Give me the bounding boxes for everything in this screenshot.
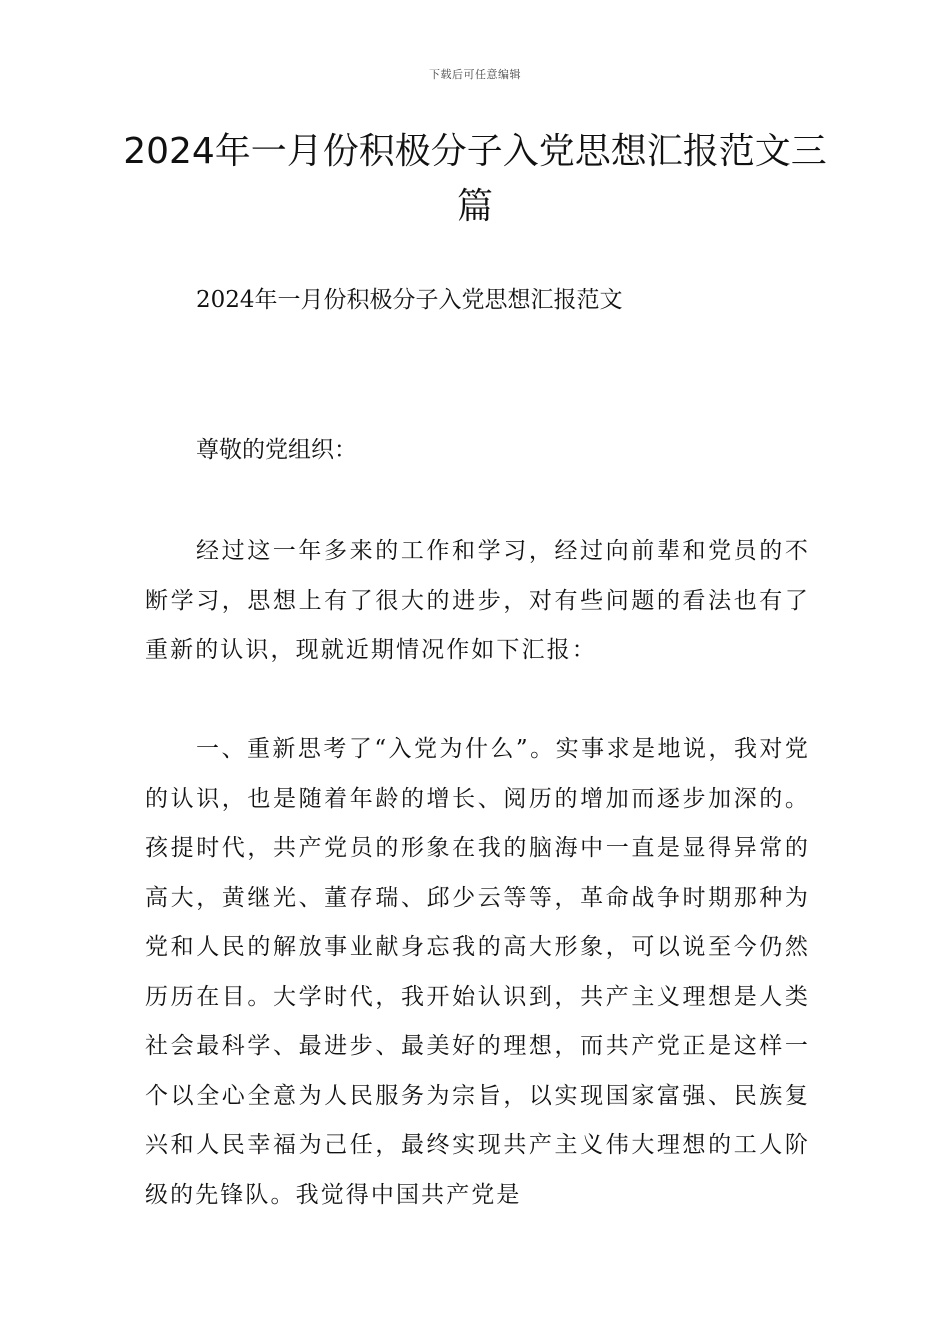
document-subtitle: 2024年一月份积极分子入党思想汇报范文 (196, 287, 623, 313)
document-title: 2024年一月份积极分子入党思想汇报范文三篇 (123, 131, 827, 227)
body-paragraph: 一、重新思考了“入党为什么”。实事求是地说，我对党的认识，也是随着年龄的增长、阅历的增加而逐步加深的。孩提时代，共产党员的形象在我的脑海中一直是显得异常的高大，黄继光、董存瑞、邱少云等等，革命战争时期那种为党和人民的解放事业献身忘我的高大形象，可以说至今仍然历历在目。大学时代，我开始认识到，共产主义理想是人类社会最科学、最进步、最美好的理想，而共产党正是这样一个以全心全意为人民服务为宗旨，以实现国家富强、民族复兴和人民幸福为己任，最终实现共产主义伟大理想的工人阶级的先锋队。我觉得中国共产党是 (145, 736, 810, 1208)
header-note: 下载后可任意编辑 (429, 68, 521, 81)
body-paragraph: 经过这一年多来的工作和学习，经过向前辈和党员的不断学习，思想上有了很大的进步，对有些问题的看法也有了重新的认识，现就近期情况作如下汇报： (145, 538, 810, 663)
salutation: 尊敬的党组织： (196, 437, 357, 463)
